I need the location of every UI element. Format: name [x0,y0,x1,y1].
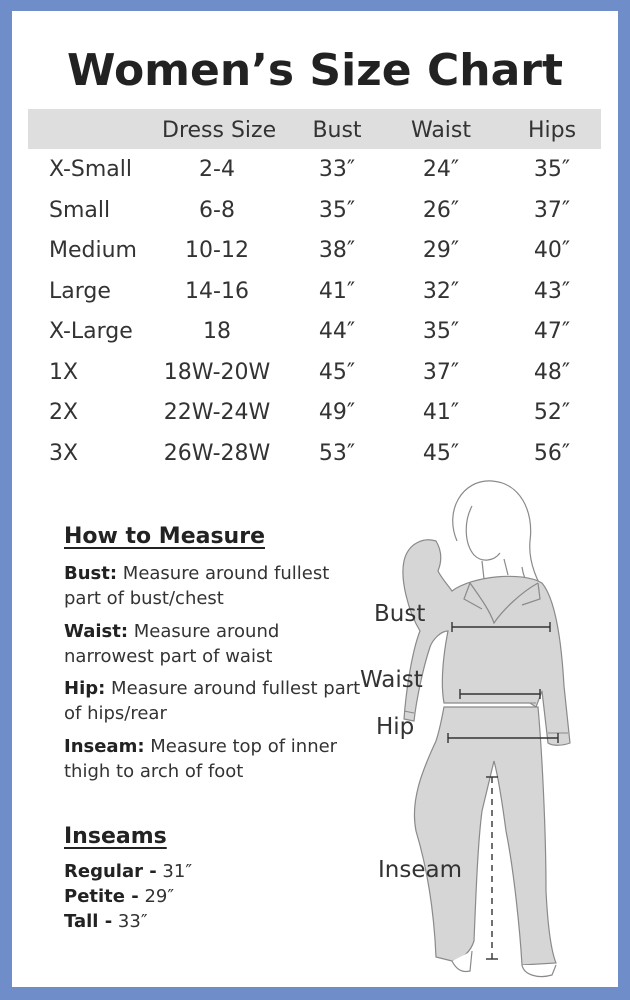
dress-size: 6-8 [199,198,235,223]
bust-value: 44″ [318,319,356,344]
dress-size: 18W-20W [163,360,271,385]
hips-value: 52″ [533,400,571,425]
header-dress-size: Dress Size [162,118,277,143]
table-row [12,319,618,359]
size-name: 1X [49,360,79,385]
inseam-tall [64,911,148,932]
measure-label: Bust: [64,563,118,584]
measure-text: Measure top of inner thigh to arch of foot [64,736,338,782]
waist-value: 35″ [422,319,460,344]
bust-value: 49″ [318,400,356,425]
waist-value: 37″ [422,360,460,385]
table-row [12,157,618,197]
dress-size: 18 [203,319,231,344]
size-name: X-Small [49,157,133,182]
hips-value: 48″ [533,360,571,385]
waist-value: 32″ [422,279,460,304]
bust-value: 35″ [318,198,356,223]
measure-text: Measure around fullest part of hips/rear [64,678,361,724]
table-row [12,238,618,278]
size-name: 2X [49,400,79,425]
waist-value: 45″ [422,441,460,466]
figure-label-inseam: Inseam [378,857,462,883]
hips-value: 37″ [533,198,571,223]
bust-value: 38″ [318,238,356,263]
measure-label: Hip: [64,678,106,699]
header-waist: Waist [410,118,472,143]
table-row [12,198,618,238]
measure-text: Measure around fullest part of bust/chest [64,563,330,609]
how-to-measure-heading: How to Measure [64,524,265,549]
dress-size: 26W-28W [163,441,271,466]
page-title: Women’s Size Chart [66,45,563,96]
face-outline [466,506,500,560]
size-name: X-Large [49,319,133,344]
hips-value: 43″ [533,279,571,304]
bust-value: 45″ [318,360,356,385]
measure-item-waist [64,619,364,669]
measure-item-inseam [64,734,364,784]
measure-item-bust [64,561,364,611]
hips-value: 35″ [533,157,571,182]
pants-shape [414,707,556,965]
hips-value: 56″ [533,441,571,466]
waist-value: 26″ [422,198,460,223]
bust-value: 53″ [318,441,356,466]
measure-label: Waist: [64,621,129,642]
hips-value: 47″ [533,319,571,344]
header-bust: Bust [312,118,362,143]
inseam-petite [64,886,174,907]
dress-size: 22W-24W [163,400,271,425]
waist-value: 41″ [422,400,460,425]
header-hips: Hips [527,118,577,143]
table-row [12,279,618,319]
inseam-label: Petite - [64,886,139,907]
size-name: Large [49,279,111,304]
inseam-value: 29″ [138,886,175,907]
inseam-value: 31″ [156,861,193,882]
size-chart-card [12,11,618,987]
hips-value: 40″ [533,238,571,263]
figure-label-hip: Hip [376,714,415,740]
inseams-heading: Inseams [64,824,167,849]
dress-size: 10-12 [185,238,249,263]
size-name: Small [49,198,111,223]
dress-size: 2-4 [199,157,235,182]
waist-value: 29″ [422,238,460,263]
inseam-label: Tall - [64,911,113,932]
inseam-regular [64,861,192,882]
measure-item-hip [64,676,364,726]
table-row [12,400,618,440]
waist-value: 24″ [422,157,460,182]
dress-size: 14-16 [185,279,249,304]
bust-value: 41″ [318,279,356,304]
figure-label-waist: Waist [360,667,423,693]
bust-value: 33″ [318,157,356,182]
measure-label: Inseam: [64,736,145,757]
size-name: Medium [49,238,137,263]
size-name: 3X [49,441,79,466]
inseam-value: 33″ [112,911,148,932]
inseam-label: Regular - [64,861,157,882]
table-row [12,360,618,400]
figure-label-bust: Bust [374,601,426,627]
measure-text: Measure around narrowest part of waist [64,621,280,667]
